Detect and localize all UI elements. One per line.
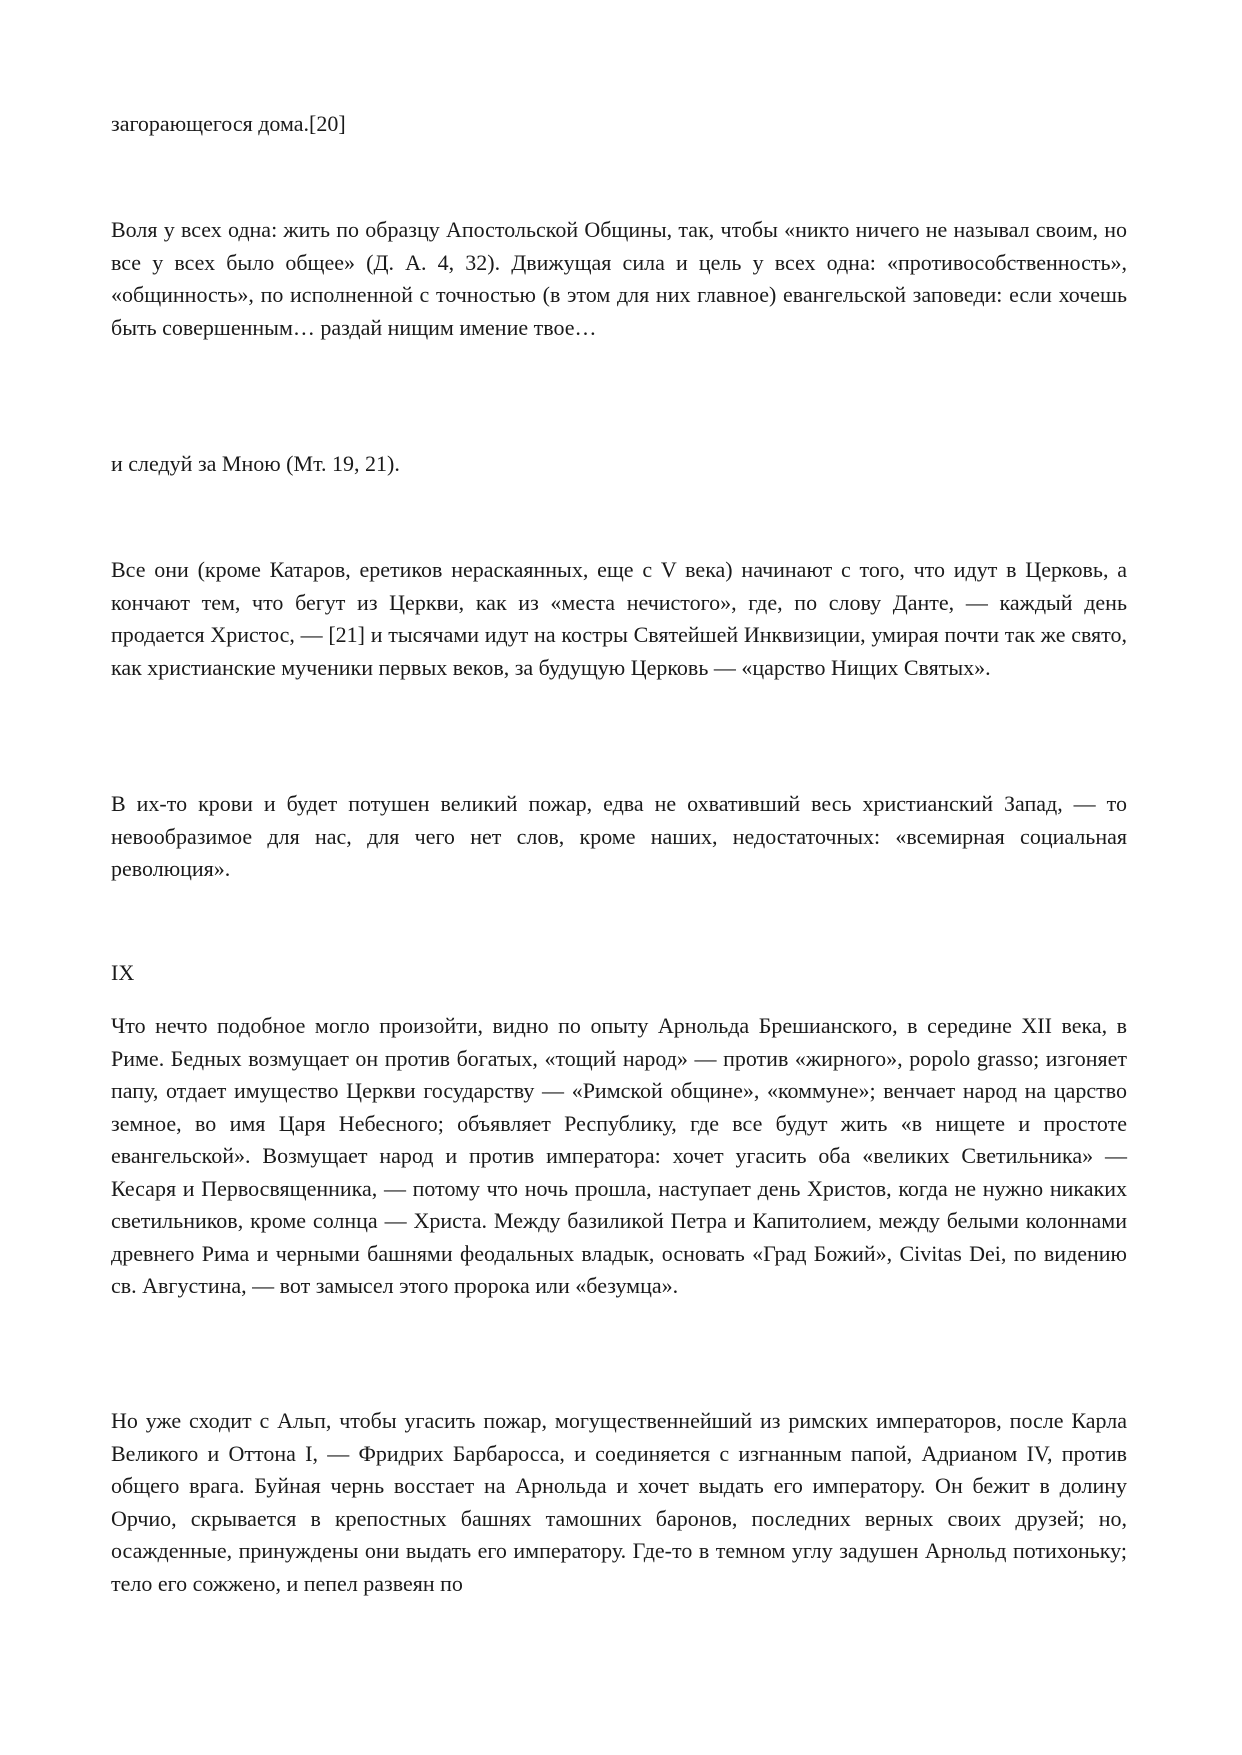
paragraph-text: В их-то крови и будет потушен великий пожар, едва не охвативший весь христианский Запад, — то невообразимое для нас, для чего нет слов, кроме наших, недостаточных: «всемирная социальная революция». — [111, 791, 1127, 881]
paragraph-text: Что нечто подобное могло произойти, видно по опыту Арнольда Брешианского, в середине XII века, в Риме. Бедных возмущает он против богатых, «тощий народ» — против «жирного», popolo grasso; изгоняет папу, отдает имущество Церкви государству — «Римской общине», «коммуне»; венчает народ на царство земное, во имя Царя Небесного; объявляет Республику, где все будут жить «в нищете и простоте евангельской». Возмущает народ и против императора: хочет угасить оба «великих Светильника» — Кесаря и Первосвященника, — потому что ночь прошла, наступает день Христов, когда не нужно никаких светильников, кроме солнца — Христа. Между базиликой Петра и Капитолием, между белыми колоннами древнего Рима и черными башнями феодальных владык, основать «Град Божий», Civitas Dei, по видению св. Августина, — вот замысел этого пророка или «безумца». — [111, 1013, 1127, 1298]
paragraph-text: Но уже сходит с Альп, чтобы угасить пожар, могущественнейший из римских императоров, после Карла Великого и Оттона I, — Фридрих Барбаросса, и соединяется с изгнанным папой, Адрианом IV, против общего врага. Буйная чернь восстает на Арнольда и хочет выдать его императору. Он бежит в долину Орчио, скрывается в крепостных башнях тамошних баронов, последних верных своих друзей; но, осажденные, принуждены они выдать его императору. Где-то в темном углу задушен Арнольд потихоньку; тело его сожжено, и пепел развеян по — [111, 1408, 1127, 1596]
chapter-heading: IX — [111, 960, 135, 985]
paragraph-text: загорающегося дома.[20] — [111, 111, 346, 136]
paragraph-text: Воля у всех одна: жить по образцу Апостольской Общины, так, чтобы «никто ничего не называл своим, но все у всех было общее» (Д. А. 4, 32). Движущая сила и цель у всех одна: «противособственность», «общинность», по исполненной с точностью (в этом для них главное) евангельской заповеди: если хочешь быть совершенным… раздай нищим имение твое… — [111, 217, 1127, 340]
paragraph-text: и следуй за Мною (Мт. 19, 21). — [111, 451, 400, 476]
paragraph-text: Все они (кроме Катаров, еретиков нераскаянных, еще с V века) начинают с того, что идут в Церковь, а кончают тем, что бегут из Церкви, как из «места нечистого», где, по слову Данте, — каждый день продается Христос, — [21] и тысячами идут на костры Святейшей Инквизиции, умирая почти так же свято, как христианские мученики первых веков, за будущую Церковь — «царство Нищих Святых». — [111, 557, 1127, 680]
